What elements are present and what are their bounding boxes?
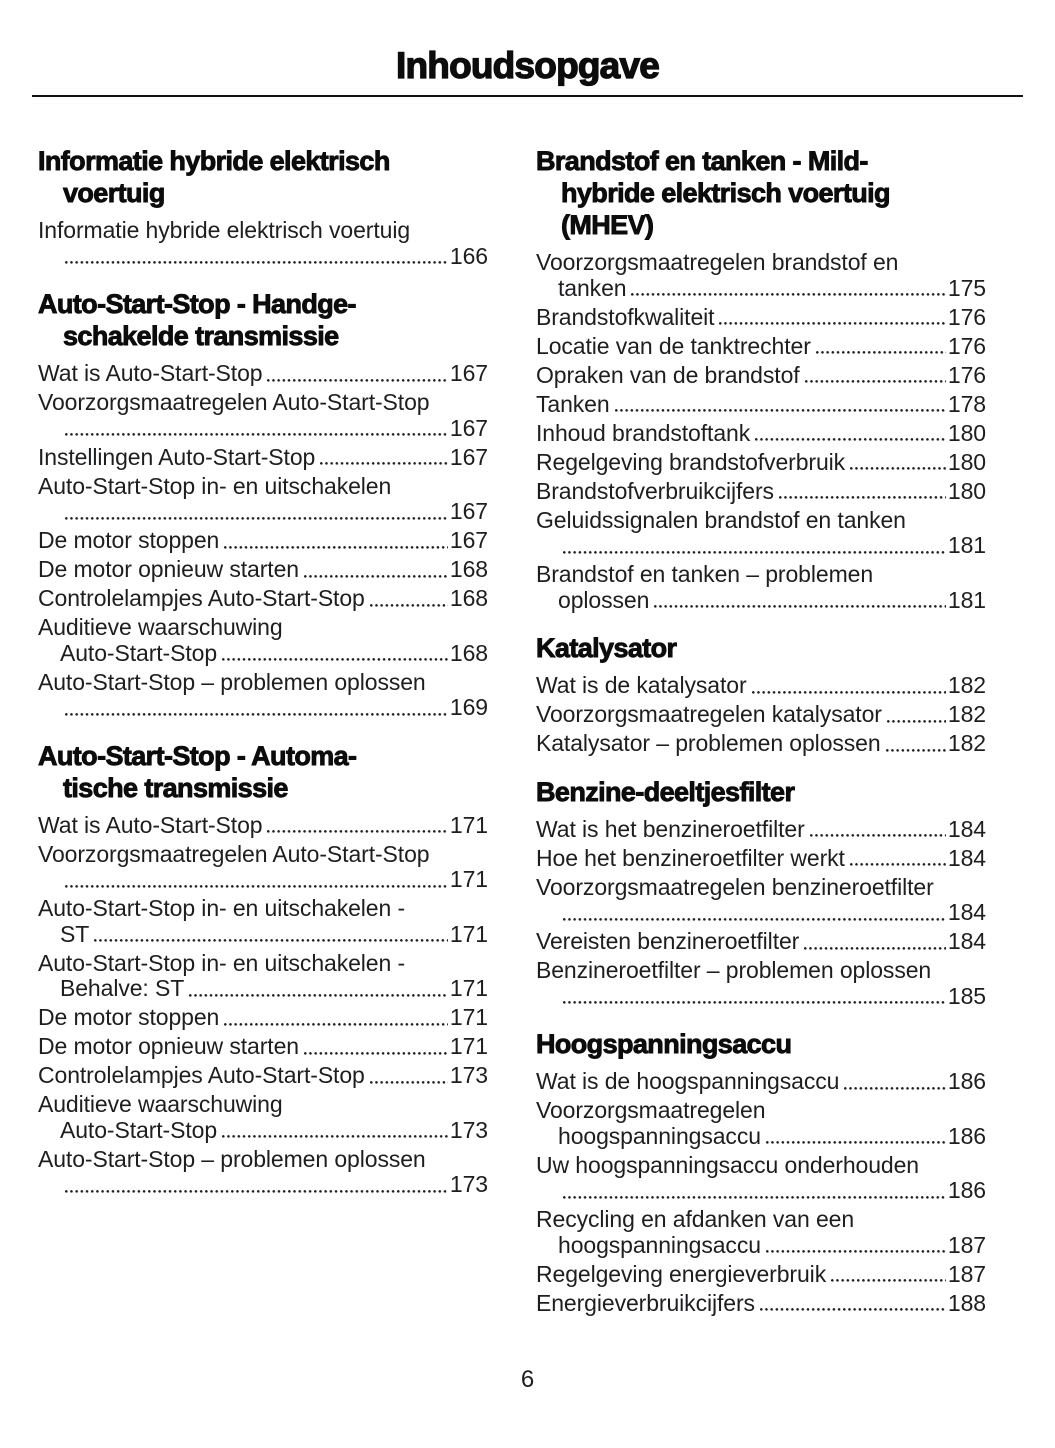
entry-label-line: Auditieve waarschuwing — [38, 1091, 283, 1117]
entry-label-line: Informatie hybride elektrisch voertuig — [38, 217, 411, 243]
toc-entry[interactable] — [536, 562, 986, 613]
entry-page-number: 187 — [947, 1260, 986, 1287]
toc-entry[interactable] — [536, 1207, 986, 1258]
toc-entry[interactable] — [38, 445, 488, 471]
toc-entry[interactable] — [38, 896, 488, 947]
section-heading-line: Informatie hybride elektrisch — [38, 146, 390, 176]
entry-label-line: Voorzorgsmaatregelen — [536, 1097, 766, 1123]
dot-leader — [65, 695, 448, 721]
entry-label-line: Auto-Start-Stop in- en uitschakelen - — [38, 895, 406, 921]
entry-page-number: 167 — [449, 527, 488, 553]
section-heading-line: voertuig — [63, 178, 165, 208]
toc-section — [536, 145, 986, 613]
entry-label-line: Voorzorgsmaatregelen benzineroetfilter — [536, 873, 934, 900]
toc-columns — [0, 145, 1055, 1335]
entry-page-number: 176 — [947, 303, 986, 330]
dot-leader — [65, 244, 448, 270]
entry-label: Tanken — [536, 390, 610, 417]
section-heading-line: tische transmissie — [63, 772, 288, 803]
toc-entry[interactable] — [38, 842, 488, 893]
dot-leader — [222, 641, 448, 667]
entry-label: Brandstofverbruikcijfers — [536, 477, 774, 504]
toc-entry[interactable] — [536, 1153, 986, 1204]
entry-label: De motor stoppen — [38, 527, 220, 553]
entry-label-line: Brandstof en tanken – problemen — [536, 561, 874, 587]
entry-label: Hoe het benzineroetfilter werkt — [536, 844, 845, 871]
entry-page-number: 171 — [449, 975, 488, 1001]
dot-leader — [65, 416, 448, 442]
entry-label-line: Voorzorgsmaatregelen brandstof en — [536, 249, 899, 275]
toc-entry[interactable] — [536, 508, 986, 559]
entry-label: Katalysator – problemen oplossen — [536, 730, 881, 756]
entry-label: Wat is de hoogspanningsaccu — [536, 1068, 840, 1094]
entry-page-number: 167 — [449, 498, 488, 524]
section-heading-line: Katalysator — [536, 633, 677, 663]
toc-entry[interactable] — [38, 1092, 488, 1143]
dot-leader — [304, 557, 448, 583]
entry-label: hoogspanningsaccu — [558, 1231, 761, 1258]
page-footer — [0, 1366, 1055, 1394]
entry-last-line — [38, 361, 488, 387]
entry-last-line — [536, 392, 986, 418]
toc-entry[interactable] — [38, 615, 488, 666]
dot-leader — [304, 1034, 448, 1060]
entry-label: ST — [60, 920, 90, 947]
toc-section — [38, 740, 488, 1198]
entry-page-number: 184 — [947, 844, 986, 871]
entry-label-line: Voorzorgsmaatregelen Auto-Start-Stop — [38, 840, 430, 867]
dot-leader — [563, 984, 946, 1010]
entry-label: Instellingen Auto-Start-Stop — [38, 443, 316, 470]
toc-section — [38, 145, 488, 269]
toc-entry[interactable] — [38, 1034, 488, 1060]
entry-last-line — [38, 813, 488, 839]
dot-leader — [370, 586, 448, 612]
entry-last-line — [536, 900, 986, 926]
dot-leader — [65, 499, 448, 525]
entry-label: Wat is het benzineroetfilter — [536, 815, 805, 842]
entry-label: Locatie van de tanktrechter — [536, 332, 811, 359]
section-heading — [536, 1028, 986, 1060]
entry-page-number: 181 — [947, 532, 986, 558]
dot-leader — [65, 867, 448, 893]
entry-page-number: 184 — [947, 928, 986, 954]
dot-leader — [65, 1172, 448, 1198]
entry-label-line: Auto-Start-Stop – problemen oplossen — [38, 1145, 426, 1172]
entry-label: Wat is Auto-Start-Stop — [38, 360, 263, 386]
entry-page-number: 175 — [947, 274, 986, 301]
entry-last-line — [536, 479, 986, 505]
entry-page-number: 187 — [947, 1231, 986, 1258]
toc-entry[interactable] — [536, 958, 986, 1009]
dot-leader — [222, 1118, 448, 1144]
entry-label: Inhoud brandstoftank — [536, 419, 751, 446]
section-heading — [38, 288, 488, 352]
dot-leader — [766, 1124, 946, 1150]
toc-entry[interactable] — [536, 250, 986, 301]
entry-page-number: 167 — [449, 443, 488, 470]
toc-entry[interactable] — [536, 929, 986, 955]
section-heading-line: Benzine-deeltjesfilter — [536, 776, 795, 807]
entry-page-number: 186 — [947, 1177, 986, 1203]
entry-label: Regelgeving energieverbruik — [536, 1260, 827, 1287]
footer-page-number: 6 — [520, 1366, 535, 1393]
toc-entry[interactable] — [38, 1063, 488, 1089]
dot-leader — [615, 392, 946, 418]
entry-last-line — [38, 499, 488, 525]
toc-entry[interactable] — [38, 528, 488, 554]
entry-page-number: 180 — [947, 448, 986, 475]
dot-leader — [766, 1233, 946, 1259]
toc-entry[interactable] — [536, 731, 986, 757]
entry-page-number: 180 — [947, 419, 986, 446]
entry-page-number: 178 — [947, 390, 986, 417]
entry-last-line — [536, 1233, 986, 1259]
toc-section — [536, 632, 986, 757]
entry-label-line: Voorzorgsmaatregelen Auto-Start-Stop — [38, 389, 430, 415]
dot-leader — [654, 588, 946, 614]
entry-page-number: 176 — [947, 332, 986, 359]
entry-last-line — [536, 1069, 986, 1095]
dot-leader — [844, 1069, 946, 1095]
section-heading-line: schakelde transmissie — [63, 321, 339, 351]
entry-label: tanken — [558, 274, 627, 301]
toc-entry[interactable] — [38, 813, 488, 839]
entry-page-number: 185 — [947, 982, 986, 1009]
entry-page-number: 168 — [449, 639, 488, 666]
entry-last-line — [38, 641, 488, 667]
toc-entry[interactable] — [38, 951, 488, 1002]
section-heading — [38, 145, 488, 209]
entry-last-line — [536, 1124, 986, 1150]
entry-label: oplossen — [558, 586, 650, 613]
entry-last-line — [536, 421, 986, 447]
entry-page-number: 188 — [947, 1289, 986, 1316]
entry-page-number: 173 — [449, 1171, 488, 1197]
toc-section — [536, 1028, 986, 1316]
entry-label: Behalve: ST — [60, 975, 185, 1001]
toc-column-1 — [38, 145, 488, 1335]
entry-last-line — [536, 673, 986, 699]
entry-label: Opraken van de brandstof — [536, 361, 800, 388]
toc-entry[interactable] — [536, 846, 986, 872]
entry-last-line — [536, 929, 986, 955]
dot-leader — [563, 533, 946, 559]
entry-label: Auto-Start-Stop — [60, 639, 218, 666]
entry-label: De motor opnieuw starten — [38, 1033, 299, 1059]
entry-last-line — [536, 1262, 986, 1288]
dot-leader — [779, 479, 946, 505]
dot-leader — [850, 846, 946, 872]
section-heading — [38, 740, 488, 804]
toc-section — [536, 776, 986, 1010]
dot-leader — [267, 361, 447, 387]
entry-page-number: 171 — [449, 1004, 488, 1030]
entry-last-line — [38, 1005, 488, 1031]
entry-page-number: 167 — [449, 360, 488, 386]
entry-last-line — [536, 588, 986, 614]
toc-entry[interactable] — [536, 334, 986, 360]
entry-label: Brandstofkwaliteit — [536, 303, 715, 330]
entry-label-line: Geluidssignalen brandstof en tanken — [536, 506, 906, 533]
entry-page-number: 166 — [449, 242, 488, 269]
entry-last-line — [536, 363, 986, 389]
entry-last-line — [38, 1034, 488, 1060]
dot-leader — [563, 1178, 946, 1204]
entry-last-line — [38, 976, 488, 1002]
dot-leader — [887, 702, 946, 728]
entry-label-line: Recycling en afdanken van een — [536, 1206, 855, 1232]
entry-label-line: Benzineroetfilter – problemen oplossen — [536, 957, 932, 983]
entry-page-number: 168 — [449, 556, 488, 582]
header-divider — [32, 95, 1023, 97]
toc-entry[interactable] — [536, 363, 986, 389]
entry-label: Regelgeving brandstofverbruik — [536, 448, 846, 475]
dot-leader — [804, 929, 946, 955]
dot-leader — [320, 445, 448, 471]
toc-entry[interactable] — [536, 1262, 986, 1288]
entry-last-line — [38, 1172, 488, 1198]
toc-entry[interactable] — [38, 1147, 488, 1198]
entry-label: Energieverbruikcijfers — [536, 1289, 755, 1316]
dot-leader — [224, 528, 448, 554]
toc-entry[interactable] — [536, 305, 986, 331]
entry-label-line: Auditieve waarschuwing — [38, 614, 283, 640]
entry-last-line — [536, 334, 986, 360]
entry-label: Wat is de katalysator — [536, 672, 747, 698]
dot-leader — [831, 1262, 946, 1288]
entry-label: Wat is Auto-Start-Stop — [38, 811, 263, 838]
dot-leader — [719, 305, 945, 331]
entry-page-number: 167 — [449, 414, 488, 441]
entry-label-line: Auto-Start-Stop in- en uitschakelen - — [38, 949, 406, 976]
toc-entry[interactable] — [38, 670, 488, 721]
entry-last-line — [536, 533, 986, 559]
toc-entry[interactable] — [38, 474, 488, 525]
page-title: Inhoudsopgave — [396, 45, 659, 86]
section-heading — [536, 776, 986, 808]
section-heading-line: (MHEV) — [561, 210, 654, 240]
entry-label: De motor opnieuw starten — [38, 556, 299, 582]
toc-entry[interactable] — [38, 361, 488, 387]
entry-label: Auto-Start-Stop — [60, 1116, 218, 1143]
entry-last-line — [536, 450, 986, 476]
section-heading-line: Auto-Start-Stop - Automa- — [38, 740, 357, 771]
entry-page-number: 176 — [947, 361, 986, 388]
dot-leader — [805, 363, 946, 389]
dot-leader — [189, 976, 448, 1002]
section-heading-line: Auto-Start-Stop - Handge- — [38, 289, 356, 319]
section-heading — [536, 145, 986, 241]
toc-entry[interactable] — [38, 390, 488, 441]
entry-last-line — [38, 1063, 488, 1089]
toc-entry[interactable] — [536, 392, 986, 418]
dot-leader — [816, 334, 946, 360]
toc-entry[interactable] — [536, 875, 986, 926]
entry-last-line — [536, 702, 986, 728]
toc-entry[interactable] — [38, 1005, 488, 1031]
toc-entry[interactable] — [536, 450, 986, 476]
entry-label: hoogspanningsaccu — [558, 1122, 761, 1149]
entry-page-number: 186 — [947, 1122, 986, 1149]
entry-page-number: 168 — [449, 585, 488, 611]
dot-leader — [810, 817, 946, 843]
entry-page-number: 180 — [947, 477, 986, 504]
dot-leader — [267, 813, 447, 839]
entry-page-number: 171 — [449, 811, 488, 838]
entry-last-line — [536, 731, 986, 757]
toc-entry[interactable] — [536, 1069, 986, 1095]
toc-entry[interactable] — [536, 421, 986, 447]
entry-page-number: 184 — [947, 815, 986, 842]
dot-leader — [760, 1291, 946, 1317]
section-heading-line: Brandstof en tanken - Mild- — [536, 146, 868, 176]
toc-section — [38, 288, 488, 721]
entry-page-number: 171 — [449, 920, 488, 947]
entry-last-line — [536, 1291, 986, 1317]
entry-label-line: Auto-Start-Stop – problemen oplossen — [38, 668, 426, 695]
entry-last-line — [536, 305, 986, 331]
entry-last-line — [536, 276, 986, 302]
entry-last-line — [38, 416, 488, 442]
entry-page-number: 182 — [947, 672, 986, 698]
entry-page-number: 173 — [449, 1116, 488, 1143]
entry-page-number: 171 — [449, 1033, 488, 1059]
toc-entry[interactable] — [38, 557, 488, 583]
entry-last-line — [38, 922, 488, 948]
toc-entry[interactable] — [38, 218, 488, 269]
entry-label: Vereisten benzineroetfilter — [536, 928, 800, 954]
toc-entry[interactable] — [536, 1291, 986, 1317]
entry-label: De motor stoppen — [38, 1004, 220, 1030]
toc-entry[interactable] — [536, 817, 986, 843]
entry-page-number: 181 — [947, 586, 986, 613]
entry-page-number: 173 — [449, 1062, 488, 1088]
dot-leader — [224, 1005, 448, 1031]
dot-leader — [370, 1063, 448, 1089]
entry-last-line — [536, 984, 986, 1010]
entry-last-line — [536, 1178, 986, 1204]
dot-leader — [94, 922, 448, 948]
dot-leader — [850, 450, 946, 476]
entry-last-line — [38, 445, 488, 471]
entry-page-number: 182 — [947, 701, 986, 727]
toc-column-2 — [536, 145, 986, 1335]
section-heading-line: Hoogspanningsaccu — [536, 1029, 792, 1059]
entry-label-line: Uw hoogspanningsaccu onderhouden — [536, 1151, 919, 1178]
section-heading — [536, 632, 986, 664]
entry-label: Voorzorgsmaatregelen katalysator — [536, 701, 882, 727]
entry-page-number: 171 — [449, 866, 488, 892]
entry-label-line: Auto-Start-Stop in- en uitschakelen — [38, 472, 392, 499]
entry-last-line — [38, 244, 488, 270]
entry-last-line — [38, 557, 488, 583]
toc-entry[interactable] — [536, 479, 986, 505]
entry-page-number: 182 — [947, 730, 986, 756]
entry-last-line — [38, 695, 488, 721]
entry-label: Controlelampjes Auto-Start-Stop — [38, 1062, 365, 1088]
entry-label: Controlelampjes Auto-Start-Stop — [38, 585, 365, 611]
entry-last-line — [38, 1118, 488, 1144]
entry-page-number: 169 — [449, 694, 488, 720]
dot-leader — [755, 421, 946, 447]
dot-leader — [752, 673, 946, 699]
entry-page-number: 186 — [947, 1068, 986, 1094]
toc-entry[interactable] — [536, 1098, 986, 1149]
entry-last-line — [536, 846, 986, 872]
page-header — [0, 0, 1055, 97]
toc-entry[interactable] — [536, 702, 986, 728]
entry-last-line — [38, 586, 488, 612]
entry-page-number: 184 — [947, 899, 986, 925]
entry-last-line — [536, 817, 986, 843]
toc-entry[interactable] — [38, 586, 488, 612]
dot-leader — [631, 276, 945, 302]
dot-leader — [886, 731, 946, 757]
section-heading-line: hybride elektrisch voertuig — [561, 178, 890, 208]
dot-leader — [563, 900, 946, 926]
entry-last-line — [38, 867, 488, 893]
entry-last-line — [38, 528, 488, 554]
toc-entry[interactable] — [536, 673, 986, 699]
